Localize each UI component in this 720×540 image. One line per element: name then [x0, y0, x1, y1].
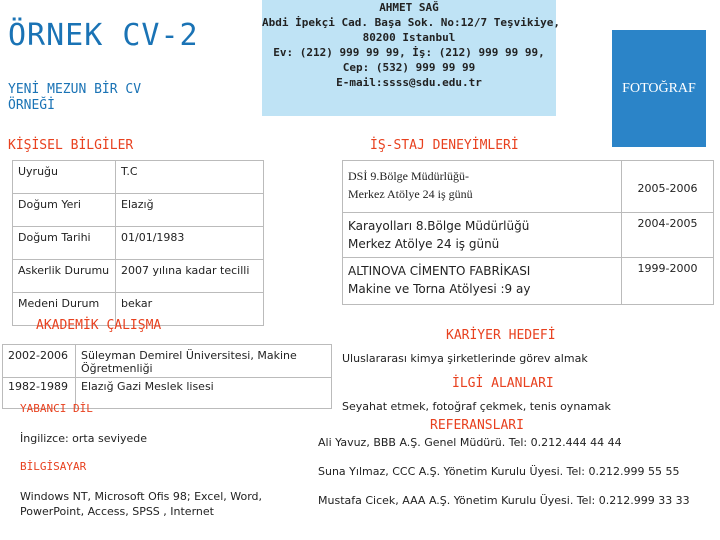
photo-placeholder — [612, 30, 706, 147]
personal-value: 2007 yılına kadar tecilli — [116, 260, 264, 293]
job-cell — [343, 213, 622, 258]
job-detail: Merkez Atölye 24 iş günü — [348, 237, 500, 251]
interests-heading: İLGİ ALANLARI — [452, 376, 554, 391]
academic-years: 1982-1989 — [3, 378, 76, 409]
academic-years: 2002-2006 — [3, 345, 76, 378]
job-title: DSİ 9.Bölge Müdürlüğü- — [348, 169, 469, 183]
personal-value: bekar — [116, 293, 264, 326]
job-years: 1999-2000 — [622, 258, 714, 305]
job-title: Karayolları 8.Bölge Müdürlüğü — [348, 219, 530, 233]
contact-name: AHMET SAĞ — [379, 1, 439, 14]
job-cell — [343, 258, 622, 305]
interests-text: Seyahat etmek, fotoğraf çekmek, tenis oynamak — [342, 400, 611, 413]
career-heading: KARİYER HEDEFİ — [446, 328, 556, 343]
page-subtitle — [8, 82, 141, 114]
personal-value: T.C — [116, 161, 264, 194]
job-years: 2005-2006 — [622, 161, 714, 213]
contact-line: Ev: (212) 999 99 99, İş: (212) 999 99 99, — [273, 46, 545, 59]
job-cell — [343, 161, 622, 213]
table-row — [13, 227, 264, 260]
page-title: ÖRNEK CV-2 — [8, 18, 199, 53]
job-detail: Merkez Atölye 24 iş günü — [348, 187, 473, 201]
computer-line: PowerPoint, Access, SPSS , Internet — [20, 505, 214, 518]
contact-line: Abdi İpekçi Cad. Başa Sok. No:12/7 Teşvikiye, — [262, 16, 561, 29]
reference-item: Mustafa Cicek, AAA A.Ş. Yönetim Kurulu Üyesi. Tel: 0.212.999 33 33 — [318, 494, 690, 507]
job-title: ALTINOVA CİMENTO FABRİKASI — [348, 264, 531, 278]
contact-box — [262, 0, 561, 116]
career-text: Uluslararası kimya şirketlerinde görev almak — [342, 352, 588, 365]
computer-line: Windows NT, Microsoft Ofis 98; Excel, Word, — [20, 490, 263, 503]
computer-text — [20, 489, 262, 519]
personal-table — [12, 160, 264, 326]
personal-label: Medeni Durum — [13, 293, 116, 326]
academic-table — [2, 344, 332, 409]
table-row — [343, 161, 714, 213]
job-years: 2004-2005 — [622, 213, 714, 258]
language-text: İngilizce: orta seviyede — [20, 432, 148, 445]
table-row — [13, 161, 264, 194]
table-row — [13, 194, 264, 227]
job-detail: Makine ve Torna Atölyesi :9 ay — [348, 282, 531, 296]
table-row — [3, 345, 332, 378]
personal-label: Askerlik Durumu — [13, 260, 116, 293]
work-table — [342, 160, 714, 305]
subtitle-line: YENİ MEZUN BİR CV — [8, 82, 142, 97]
table-row — [343, 258, 714, 305]
personal-label: Uyruğu — [13, 161, 116, 194]
personal-value: Elazığ — [116, 194, 264, 227]
academic-desc: Süleyman Demirel Üniversitesi, Makine Öğretmenliği — [76, 345, 332, 378]
language-heading: YABANCI DİL — [20, 402, 93, 415]
personal-label: Doğum Tarihi — [13, 227, 116, 260]
academic-heading: AKADEMİK ÇALIŞMA — [36, 318, 162, 333]
personal-value: 01/01/1983 — [116, 227, 264, 260]
subtitle-line: ÖRNEĞİ — [8, 98, 55, 113]
academic-desc: Elazığ Gazi Meslek lisesi — [76, 378, 332, 409]
computer-heading: BİLGİSAYAR — [20, 460, 87, 473]
photo-label: FOTOĞRAF — [622, 80, 696, 96]
reference-item: Ali Yavuz, BBB A.Ş. Genel Müdürü. Tel: 0.212.444 44 44 — [318, 436, 622, 449]
contact-line: Cep: (532) 999 99 99 — [342, 61, 476, 74]
table-row — [13, 260, 264, 293]
references-heading: REFERANSLARI — [430, 418, 524, 433]
reference-item: Suna Yılmaz, CCC A.Ş. Yönetim Kurulu Üyesi. Tel: 0.212.999 55 55 — [318, 465, 680, 478]
contact-line: 80200 Istanbul — [362, 31, 456, 44]
work-heading: İŞ-STAJ DENEYİMLERİ — [370, 138, 519, 153]
personal-label: Doğum Yeri — [13, 194, 116, 227]
contact-email: E-mail:ssss@sdu.edu.tr — [336, 76, 482, 89]
personal-heading: KİŞİSEL BİLGİLER — [8, 138, 134, 153]
table-row — [343, 213, 714, 258]
